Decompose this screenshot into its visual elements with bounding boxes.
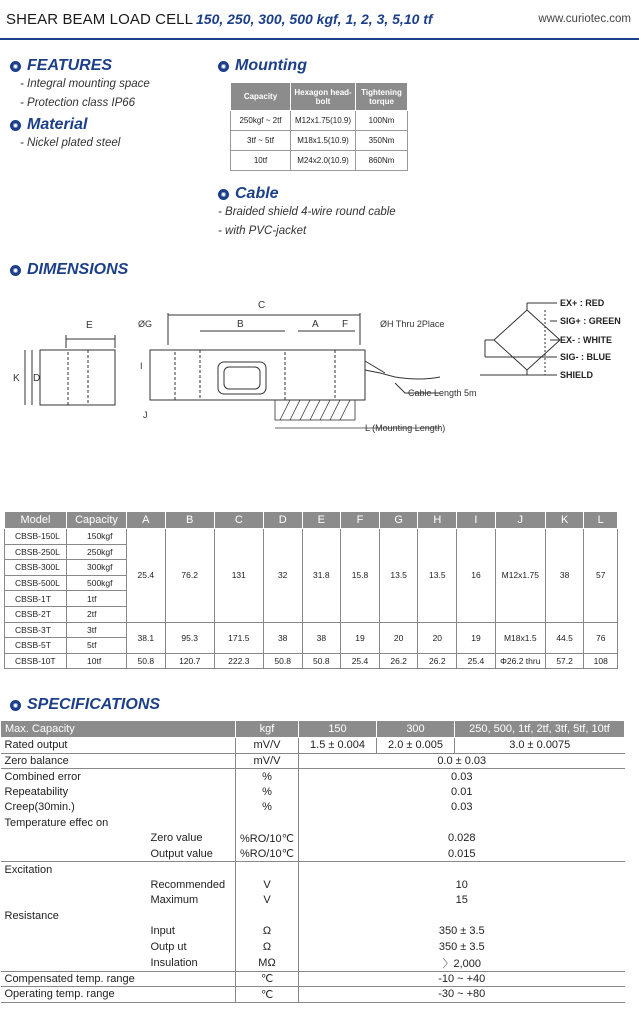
table-row: Operating temp. range ℃ -30 ~ +80 [1,987,625,1003]
table-row: Rated output mV/V 1.5 ± 0.004 2.0 ± 0.005 3.0 ± 0.0075 [1,738,625,754]
mounting-col-header: Hexagon head-bolt [291,83,356,111]
dim-label-h: ØH Thru 2Place [380,319,445,329]
dimensions-header-row: Model Capacity A B C D E F G H I J K L [5,512,618,529]
wire-label-sig-plus: SIG+ : GREEN [560,316,621,326]
wire-label-ex-minus: EX- : WHITE [560,335,612,345]
cable-heading: Cable [218,185,279,203]
table-row: Insulation MΩ 〉2,000 [1,955,625,972]
mounting-length-label: L (Mounting Length) [365,423,446,433]
features-heading: FEATURES [10,57,112,75]
page-header [0,0,639,40]
table-row: Recommended V 10 [1,877,625,893]
table-row: Maximum V 15 [1,893,625,909]
table-row: Combined error % 0.03 [1,769,625,785]
table-row: 3tf ~ 5tf M18x1.5(10.9) 350Nm [231,131,408,151]
mounting-table [230,82,408,171]
table-row: 250kgf ~ 2tf M12x1.75(10.9) 100Nm [231,111,408,131]
dimension-drawing [0,285,639,500]
product-capacities: 150, 250, 300, 500 kgf, 1, 2, 3, 5,10 tf [196,11,433,27]
wire-label-sig-minus: SIG- : BLUE [560,352,611,362]
specifications-table [0,720,625,1003]
feature-item: - Integral mounting space [20,78,150,90]
mounting-col-header: Capacity [231,83,291,111]
dimensions-table [4,511,618,669]
table-row: Compensated temp. range ℃ -10 ~ +40 [1,971,625,987]
cable-length-label: Cable Length 5m [408,388,477,398]
wire-label-shield: SHIELD [560,370,594,380]
bullet-icon [10,61,21,72]
table-row: CBSB-150L 150kgf 25.4 76.2 131 32 31.8 15.8 13.5 13.5 16 M12x1.75 38 57 [5,529,618,545]
dim-label-e: E [86,320,93,331]
mounting-col-header: Tightening torque [356,83,408,111]
material-item: - Nickel plated steel [20,137,121,149]
table-row: Zero balance mV/V 0.0 ± 0.03 [1,753,625,769]
dimensions-heading: DIMENSIONS [10,261,128,279]
dim-label-g: ØG [138,319,153,329]
table-row: Creep(30min.) % 0.03 [1,800,625,816]
table-row: CBSB-500L 500kgf [5,575,618,591]
dim-label-b: B [237,319,244,330]
bullet-icon [218,61,229,72]
dim-label-j: J [143,410,148,420]
cable-item: - with PVC-jacket [218,225,307,237]
table-row: Excitation [1,862,625,878]
material-heading: Material [10,116,87,134]
bullet-icon [10,120,21,131]
table-row: CBSB-10T 10tf 50.8 120.7 222.3 50.8 50.8 25.4 26.2 26.2 25.4 Φ26.2 thru 57.2 108 [5,653,618,669]
website-link[interactable]: www.curiotec.com [538,13,631,25]
feature-item: - Protection class IP66 [20,97,136,109]
dim-label-i: I [140,361,143,371]
table-row: CBSB-2T 2tf [5,606,618,622]
dim-label-a: A [312,319,319,330]
table-row: Output value %RO/10℃ 0.015 [1,846,625,862]
dim-label-d: D [33,373,41,384]
table-row: 10tf M24x2.0(10.9) 860Nm [231,151,408,171]
table-row: CBSB-300L 300kgf [5,560,618,576]
wiring-bridge-icon [480,303,560,375]
product-title: SHEAR BEAM LOAD CELL [6,11,194,28]
table-row: CBSB-5T 5tf [5,638,618,654]
header-divider [0,38,639,40]
side-view [25,335,115,405]
dim-label-k: K [13,373,20,384]
bullet-icon [10,265,21,276]
wire-label-ex-plus: EX+ : RED [560,298,605,308]
bullet-icon [10,700,21,711]
table-row: CBSB-1T 1tf [5,591,618,607]
cable-item: - Braided shield 4-wire round cable [218,206,396,218]
spec-header-row: Max. Capacity kgf 150 300 250, 500, 1tf, 2tf, 3tf, 5tf, 10tf [1,721,625,738]
front-view [150,313,385,400]
table-row: Resistance [1,908,625,924]
bullet-icon [218,189,229,200]
dim-label-c: C [258,300,266,311]
table-row: Temperature effec on [1,815,625,831]
table-row: CBSB-250L 250kgf [5,544,618,560]
table-row: Outp ut Ω 350 ± 3.5 [1,939,625,955]
table-row: CBSB-3T 3tf 38.1 95.3 171.5 38 38 19 20 20 19 M18x1.5 44.5 76 [5,622,618,638]
table-row: Repeatability % 0.01 [1,784,625,800]
mounting-heading: Mounting [218,57,307,75]
table-row: Input Ω 350 ± 3.5 [1,924,625,940]
specifications-heading: SPECIFICATIONS [10,696,160,714]
dim-label-f: F [342,319,349,330]
table-row: Zero value %RO/10℃ 0.028 [1,831,625,847]
